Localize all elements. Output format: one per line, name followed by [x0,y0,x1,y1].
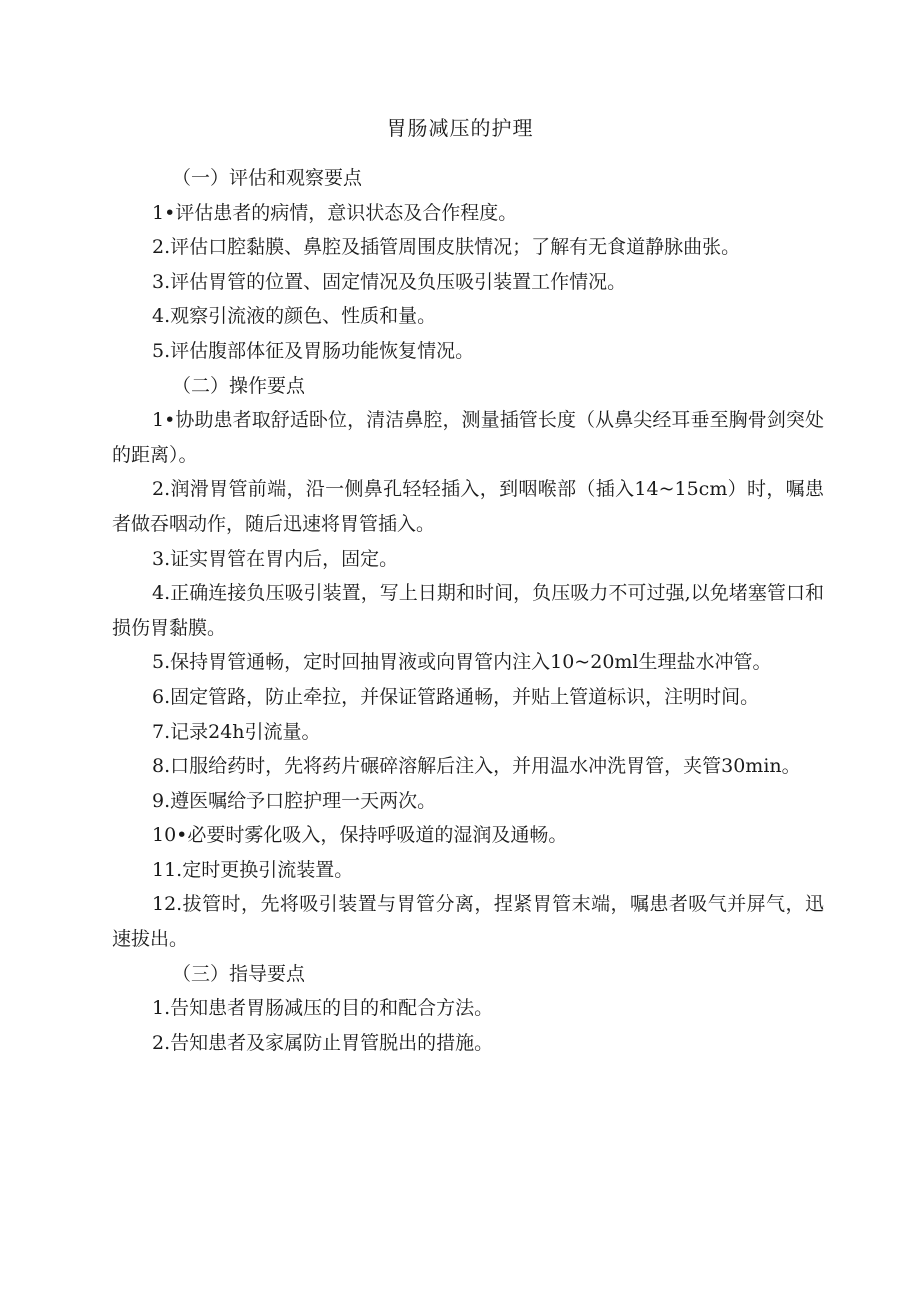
list-item: 7.记录24h引流量。 [152,720,321,743]
list-item: 9.遵医嘱给予口腔护理一天两次。 [152,789,437,812]
list-item: 2.告知患者及家属防止胃管脱出的措施。 [152,1031,494,1054]
section-heading: （一）评估和观察要点 [172,167,363,189]
list-item: 4.正确连接负压吸引装置，写上日期和时间，负压吸力不可过强,以免堵塞管口和损伤胃黏膜。 [112,582,824,639]
list-item: 8.口服给药时，先将药片碾碎溶解后注入，并用温水冲洗胃管，夹管30min。 [152,755,801,778]
list-item: 12.拔管时，先将吸引装置与胃管分离，捏紧胃管末端，嘱患者吸气并屏气，迅速拔出。 [112,893,824,951]
section-heading: （二）操作要点 [172,374,306,397]
list-item: 1•评估患者的病情，意识状态及合作程度。 [152,201,518,224]
section-heading: （三）指导要点 [172,962,306,985]
list-item: 5.评估腹部体征及胃肠功能恢复情况。 [152,339,475,362]
list-item: 1•协助患者取舒适卧位，清洁鼻腔，测量插管长度（从鼻尖经耳垂至胸骨剑突处的距离）。 [112,409,824,466]
list-item: 5.保持胃管通畅，定时回抽胃液或向胃管内注入10~20ml生理盐水冲管。 [152,651,772,674]
list-item: 2.评估口腔黏膜、鼻腔及插管周围皮肤情况；了解有无食道静脉曲张。 [152,236,741,259]
list-item: 2.润滑胃管前端，沿一侧鼻孔轻轻插入，到咽喉部（插入14~15cm）时，嘱患者做吞咽动作，随后迅速将胃管插入。 [112,478,824,535]
document-title: 胃肠减压的护理 [386,116,534,140]
list-item: 3.评估胃管的位置、固定情况及负压吸引装置工作情况。 [152,270,627,293]
list-item: 1.告知患者胃肠减压的目的和配合方法。 [152,997,494,1020]
list-item: 10•必要时雾化吸入，保持呼吸道的湿润及通畅。 [152,824,568,847]
list-item: 11.定时更换引流装置。 [152,858,354,881]
list-item: 4.观察引流液的颜色、性质和量。 [152,305,437,328]
list-item: 3.证实胃管在胃内后，固定。 [152,547,399,570]
list-item: 6.固定管路，防止牵拉，并保证管路通畅，并贴上管道标识，注明时间。 [152,685,760,708]
document-body [112,161,824,1060]
